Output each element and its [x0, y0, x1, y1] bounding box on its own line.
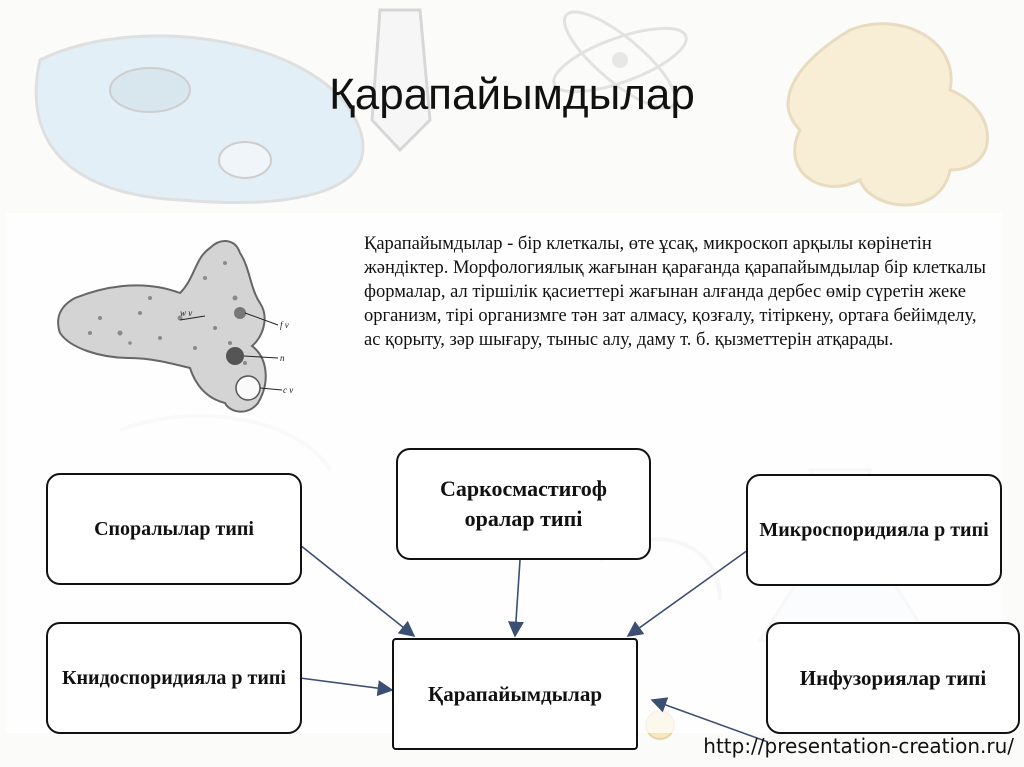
amoeba-body — [58, 241, 266, 412]
slide-title: Қарапайымдылар — [329, 70, 695, 119]
center-box: Қарапайымдылар — [392, 638, 638, 750]
sporozoa-type-box: Споралылар типі — [46, 473, 302, 585]
label-wv: w v — [180, 308, 193, 318]
nucleus — [226, 347, 244, 365]
sarcomastigophora-type-box: Саркосмастигоф оралар типі — [396, 448, 651, 560]
credit-link[interactable]: http://presentation-creation.ru/ — [703, 734, 1014, 758]
label-cv: c v — [283, 385, 294, 395]
amoeba-illustration — [30, 218, 300, 418]
description-text: Қарапайымдылар - бір клеткалы, өте ұсақ, микроскоп арқылы көрінетін жәндіктер. Морфологиялық жағынан қарағанда қарапайымдылар бір клеткалы формалар, ал тіршілік қасиеттері жағынан алғанда дербес өмір сүретін жеке организм, тірі организмге тән зат алмасу, қозғалу, тітіркену, ортаға бейімделу, ас қорыту, зәр шығару, тыныс алу, даму т. б. қызметтерін атқарады. — [364, 234, 986, 350]
microsporidia-type-box: Микроспоридияла р типі — [746, 474, 1002, 586]
cnidosporidia-type-box: Книдоспоридияла р типі — [46, 622, 302, 734]
label-fv: f v — [280, 320, 289, 330]
atom-doodle — [612, 52, 628, 68]
contractile-vacuole — [236, 376, 260, 400]
food-vacuole — [234, 307, 246, 319]
vacuole-doodle — [219, 142, 271, 178]
label-n: n — [280, 353, 285, 363]
infusoria-type-box: Инфузориялар типі — [766, 622, 1020, 734]
